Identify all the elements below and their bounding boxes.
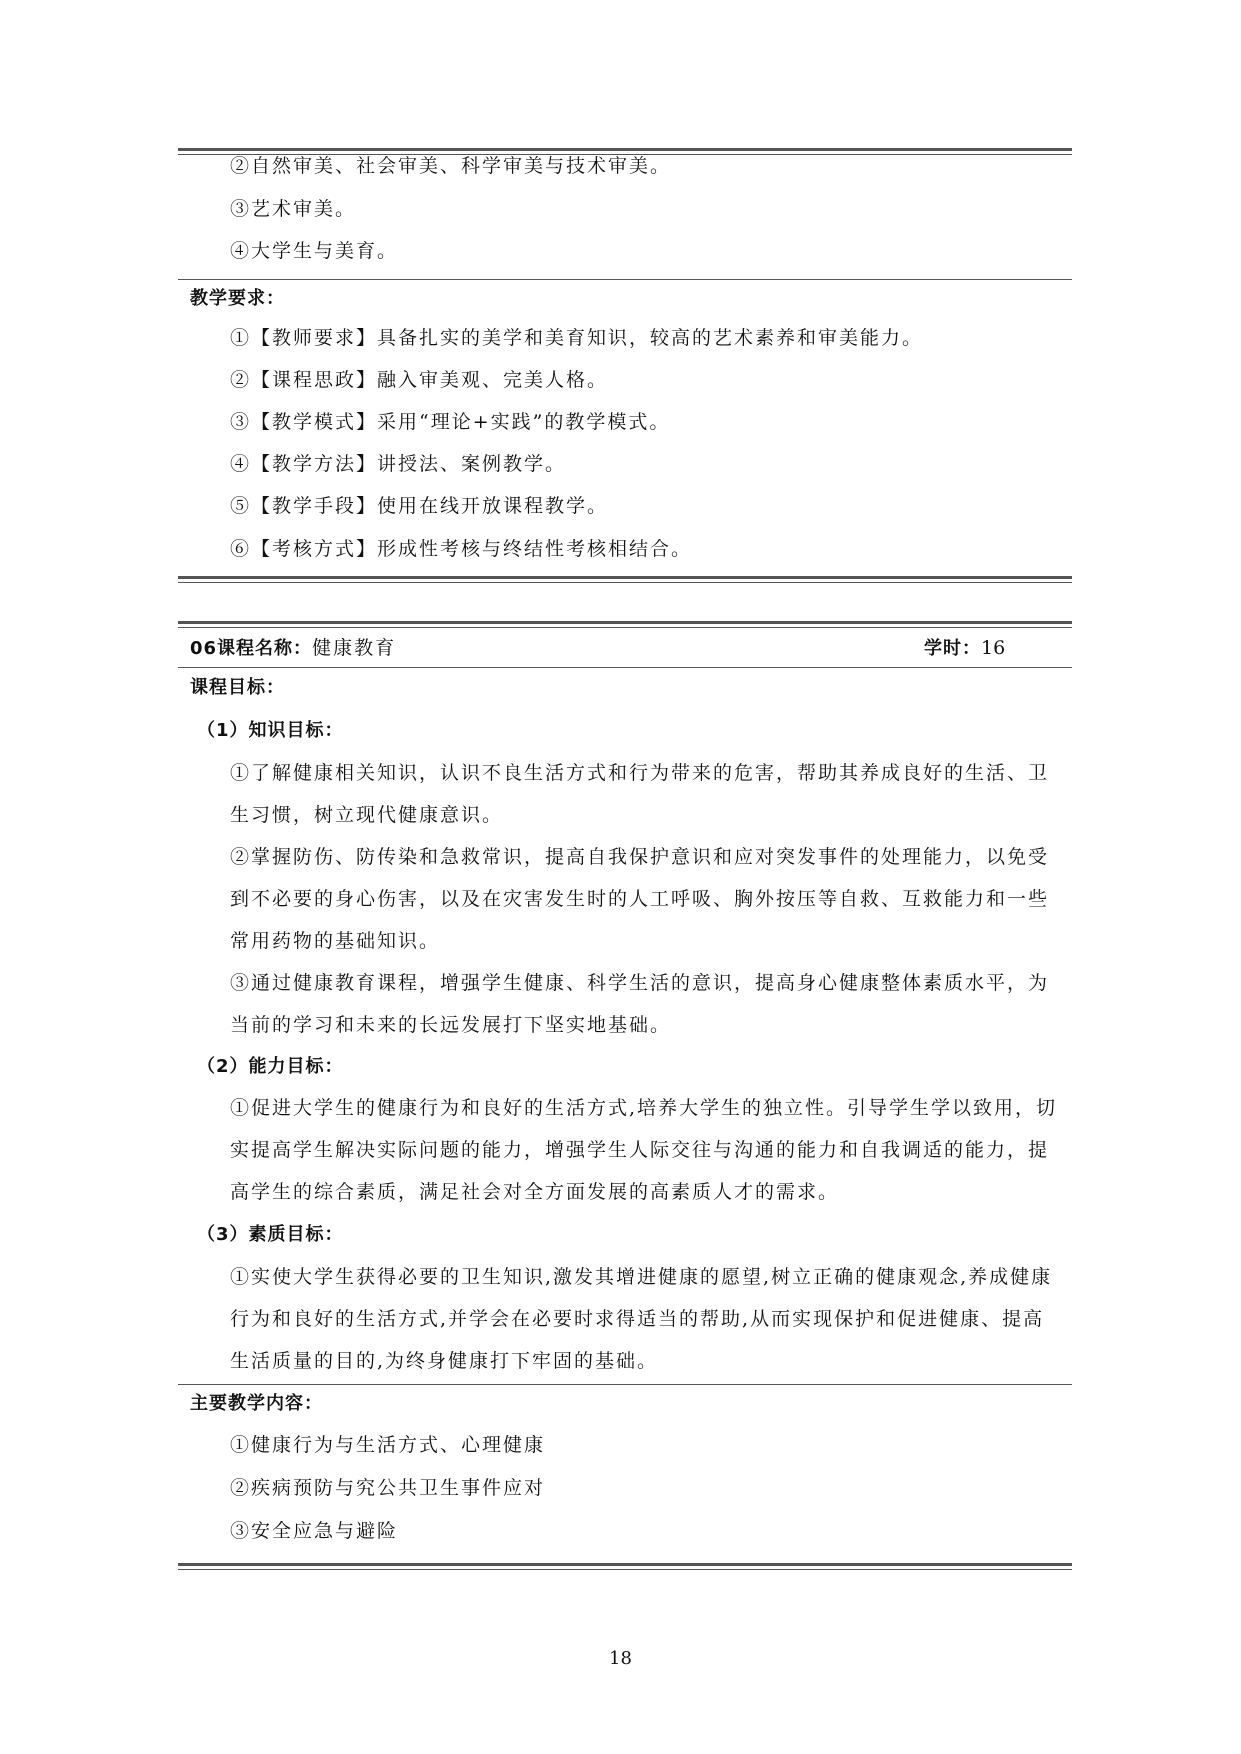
- quality-heading: （3）素质目标：: [197, 1224, 344, 1245]
- page-number: 18: [609, 1648, 632, 1669]
- requirement-item: ④【教学方法】讲授法、案例教学。: [230, 453, 567, 475]
- paragraph-text: ①实使大学生获得必要的卫生知识,激发其增进健康的愿望,树立正确的健康观念,养成健康行为和良好的生活方式,并学会在必要时求得适当的帮助,从而实现保护和促进健康、提高生活质量的目的,为终身健康打下牢固的基础。: [230, 1266, 1053, 1372]
- content-item: ②疾病预防与究公共卫生事件应对: [230, 1477, 546, 1499]
- hours-value: 16: [981, 637, 1006, 659]
- paragraph-text: ①促进大学生的健康行为和良好的生活方式,培养大学生的独立性。引导学生学以致用，切实提高学生解决实际问题的能力，增强学生人际交往与沟通的能力和自我调适的能力，提高学生的综合素质，满足社会对全方面发展的高素质人才的需求。: [230, 1097, 1058, 1203]
- course-hours: [924, 635, 1005, 662]
- list-item: ③艺术审美。: [230, 198, 357, 220]
- section-rule: [178, 279, 1072, 280]
- section-rule: [178, 1384, 1072, 1385]
- requirement-item: ①【教师要求】具备扎实的美学和美育知识，较高的艺术素养和审美能力。: [230, 327, 924, 349]
- requirement-item: ⑤【教学手段】使用在线开放课程教学。: [230, 495, 609, 517]
- course-label: 06课程名称：: [190, 638, 313, 659]
- main-content-heading: 主要教学内容：: [190, 1393, 323, 1414]
- requirement-item: ③【教学模式】采用“理论+实践”的教学模式。: [230, 411, 671, 433]
- hours-label: 学时：: [924, 638, 981, 659]
- knowledge-paragraph: [190, 752, 1060, 836]
- bottom-double-rule: [178, 1563, 1072, 1570]
- paragraph-text: ①了解健康相关知识，认识不良生活方式和行为带来的危害，帮助其养成良好的生活、卫生习惯，树立现代健康意识。: [230, 762, 1050, 826]
- objectives-heading: 课程目标：: [190, 677, 285, 698]
- requirement-item: ②【课程思政】融入审美观、完美人格。: [230, 369, 609, 391]
- content-item: ①健康行为与生活方式、心理健康: [230, 1434, 546, 1456]
- course-top-double-rule: [178, 621, 1072, 628]
- knowledge-heading: （1）知识目标：: [197, 720, 344, 741]
- paragraph-text: ②掌握防伤、防传染和急救常识，提高自我保护意识和应对突发事件的处理能力，以免受到不必要的身心伤害，以及在灾害发生时的人工呼吸、胸外按压等自救、互救能力和一些常用药物的基础知识。: [230, 846, 1050, 952]
- knowledge-paragraph: [190, 836, 1060, 962]
- ability-paragraph: [190, 1087, 1060, 1213]
- section-rule: [178, 667, 1072, 668]
- quality-paragraph: [190, 1256, 1060, 1382]
- content-item: ③安全应急与避险: [230, 1520, 399, 1542]
- teaching-requirements-heading: 教学要求：: [190, 288, 285, 309]
- section-end-double-rule: [178, 576, 1072, 583]
- ability-heading: （2）能力目标：: [197, 1056, 344, 1077]
- course-title: [190, 635, 396, 662]
- requirement-item: ⑥【考核方式】形成性考核与终结性考核相结合。: [230, 538, 693, 560]
- knowledge-paragraph: [190, 962, 1060, 1046]
- paragraph-text: ③通过健康教育课程，增强学生健康、科学生活的意识，提高身心健康整体素质水平，为当前的学习和未来的长远发展打下坚实地基础。: [230, 972, 1050, 1036]
- list-item: ②自然审美、社会审美、科学审美与技术审美。: [230, 155, 672, 177]
- list-item: ④大学生与美育。: [230, 240, 399, 262]
- course-name: 健康教育: [312, 637, 397, 659]
